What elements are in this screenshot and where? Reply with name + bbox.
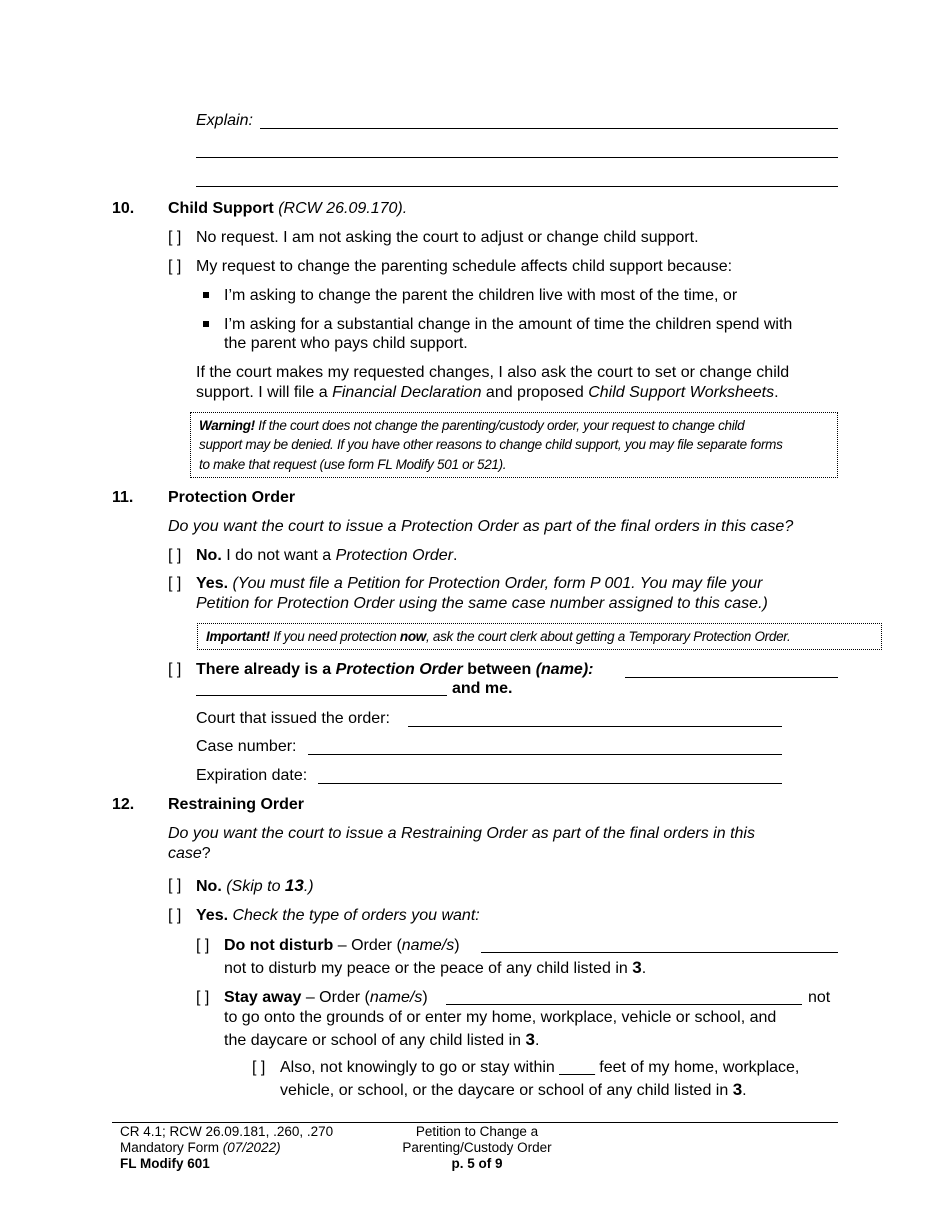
text: Do not disturb bbox=[224, 937, 334, 954]
text: vehicle, or school, or the daycare or school of any child listed in bbox=[280, 1082, 733, 1099]
text: ) bbox=[454, 937, 460, 954]
text: Stay away bbox=[224, 989, 302, 1006]
section-10-title: Child Support bbox=[168, 200, 274, 217]
text: Mandatory Form bbox=[120, 1140, 223, 1155]
stay-away-not: not bbox=[808, 989, 831, 1006]
warning-label: Warning! bbox=[199, 418, 255, 433]
text: , ask the court clerk about getting a Temporary Protection Order. bbox=[425, 629, 791, 644]
stay-away-line-3 bbox=[224, 1030, 539, 1051]
bullet-text-2-line-1: I’m asking for a substantial change in the amount of time the children spend with bbox=[224, 316, 793, 333]
text: Protection Order bbox=[335, 661, 463, 678]
text: not to disturb my peace or the peace of any child listed in bbox=[224, 960, 633, 977]
checkbox-existing-protection[interactable]: [ ] bbox=[168, 661, 182, 678]
text: . bbox=[774, 384, 779, 401]
bullet-text-2-line-2: the parent who pays child support. bbox=[224, 335, 468, 352]
text: the daycare or school of any child listed in bbox=[224, 1032, 526, 1049]
text: .) bbox=[303, 878, 314, 895]
existing-protection-label bbox=[196, 660, 593, 680]
checkbox-protection-no[interactable]: [ ] bbox=[168, 547, 182, 564]
warning-line-3: to make that request (use form FL Modify 501 or 521). bbox=[199, 457, 507, 472]
checkbox-restraining-yes[interactable]: [ ] bbox=[168, 907, 182, 924]
text: name/s bbox=[401, 937, 455, 954]
checkbox-do-not-disturb[interactable]: [ ] bbox=[196, 937, 210, 954]
text: support. I will file a bbox=[196, 384, 333, 401]
text: case bbox=[168, 845, 202, 862]
also-not-line-2 bbox=[280, 1080, 747, 1101]
important-label: Important! bbox=[206, 629, 270, 644]
section-11-question: Do you want the court to issue a Protection Order as part of the final orders in this case? bbox=[168, 518, 794, 535]
important-line bbox=[206, 627, 790, 647]
checkbox-protection-yes[interactable]: [ ] bbox=[168, 575, 182, 592]
section-11-number: 11. bbox=[112, 489, 134, 506]
text: Also, not knowingly to go or stay within bbox=[280, 1059, 560, 1076]
checkbox-also-not[interactable]: [ ] bbox=[252, 1059, 266, 1076]
and-me-label: and me. bbox=[452, 680, 513, 697]
text: There already is a bbox=[196, 661, 336, 678]
text: 13 bbox=[284, 876, 304, 895]
also-not-line-1 bbox=[280, 1058, 799, 1078]
bullet-text-1: I’m asking to change the parent the children live with most of the time, or bbox=[224, 287, 738, 304]
bullet-icon bbox=[203, 292, 209, 298]
text: (07/2022) bbox=[222, 1140, 281, 1155]
text: . bbox=[453, 547, 458, 564]
text: ? bbox=[201, 845, 211, 862]
section-10-heading bbox=[168, 199, 407, 219]
section-12-title: Restraining Order bbox=[168, 796, 305, 813]
section-11-title: Protection Order bbox=[168, 489, 296, 506]
footer-divider bbox=[112, 1122, 838, 1123]
text: (You must file a Petition for Protection Order, form P 001. You may file your bbox=[228, 575, 763, 592]
do-not-disturb-line-1 bbox=[224, 936, 460, 956]
checkbox-restraining-no[interactable]: [ ] bbox=[168, 877, 182, 894]
text: Check the type of orders you want: bbox=[228, 907, 480, 924]
text: 3 bbox=[525, 1030, 535, 1049]
yes-label: Yes. bbox=[196, 575, 229, 592]
text: now bbox=[399, 629, 426, 644]
text: 3 bbox=[732, 1080, 743, 1099]
court-label: Court that issued the order: bbox=[196, 710, 390, 727]
checkbox-stay-away[interactable]: [ ] bbox=[196, 989, 210, 1006]
text: Protection Order bbox=[335, 547, 454, 564]
text: between bbox=[462, 661, 536, 678]
warning-text: If the court does not change the parenting/custody order, your request to change child bbox=[254, 418, 745, 433]
explain-line-1[interactable] bbox=[260, 128, 838, 129]
text: . bbox=[742, 1082, 747, 1099]
section-10-ref: (RCW 26.09.170). bbox=[278, 200, 408, 217]
support-paragraph-line-2 bbox=[196, 383, 779, 403]
option-no-request: No request. I am not asking the court to adjust or change child support. bbox=[196, 229, 699, 246]
text: If you need protection bbox=[269, 629, 400, 644]
section-12-number: 12. bbox=[112, 796, 135, 813]
footer-form-id: FL Modify 601 bbox=[120, 1156, 210, 1171]
warning-line-2: support may be denied. If you have other reasons to change child support, you may file separate forms bbox=[199, 437, 783, 452]
text: and proposed bbox=[481, 384, 589, 401]
text: . bbox=[534, 1032, 540, 1049]
case-number-field[interactable] bbox=[308, 754, 782, 755]
do-not-disturb-line-2 bbox=[224, 958, 646, 979]
case-number-label: Case number: bbox=[196, 738, 297, 755]
protection-name-field-2[interactable] bbox=[196, 695, 447, 696]
no-label: No. bbox=[196, 878, 222, 895]
feet-field[interactable]: ____ bbox=[559, 1059, 595, 1076]
section-10-number: 10. bbox=[112, 200, 135, 217]
restraining-no-option bbox=[196, 876, 314, 897]
section-12-question-line-1: Do you want the court to issue a Restraining Order as part of the final orders in this bbox=[168, 825, 755, 842]
important-box bbox=[197, 623, 882, 650]
text: (name): bbox=[535, 661, 594, 678]
restraining-yes-option bbox=[196, 906, 480, 926]
footer-center bbox=[377, 1124, 577, 1172]
footer-title-2: Parenting/Custody Order bbox=[402, 1140, 552, 1155]
stay-away-names-field[interactable] bbox=[446, 1004, 802, 1005]
no-label: No. bbox=[196, 547, 222, 564]
expiration-label: Expiration date: bbox=[196, 767, 308, 784]
expiration-field[interactable] bbox=[318, 783, 782, 784]
footer-rule-ref: CR 4.1; RCW 26.09.181, .260, .270 bbox=[120, 1124, 334, 1139]
warning-line-1 bbox=[199, 416, 744, 436]
text: – Order ( bbox=[301, 989, 370, 1006]
protection-name-field[interactable] bbox=[625, 677, 838, 678]
checkbox-affects-support[interactable]: [ ] bbox=[168, 258, 182, 275]
protection-yes-option-line-1 bbox=[196, 574, 763, 594]
child-support-worksheets: Child Support Worksheets bbox=[588, 384, 775, 401]
checkbox-no-request[interactable]: [ ] bbox=[168, 229, 182, 246]
text: ) bbox=[422, 989, 428, 1006]
footer-left bbox=[120, 1124, 333, 1172]
explain-label: Explain: bbox=[196, 112, 253, 129]
text: I do not want a bbox=[221, 547, 336, 564]
text: (Skip to bbox=[221, 878, 285, 895]
yes-label: Yes. bbox=[196, 907, 229, 924]
explain-line-3[interactable] bbox=[196, 186, 838, 187]
footer-page-number: p. 5 of 9 bbox=[451, 1156, 503, 1171]
financial-declaration: Financial Declaration bbox=[332, 384, 482, 401]
protection-yes-option-line-2: Petition for Protection Order using the same case number assigned to this case.) bbox=[196, 595, 768, 612]
text: – Order ( bbox=[333, 937, 402, 954]
text: name/s bbox=[369, 989, 423, 1006]
do-not-disturb-names-field[interactable] bbox=[481, 952, 838, 953]
stay-away-line-1 bbox=[224, 988, 428, 1008]
bullet-icon bbox=[203, 321, 209, 327]
support-paragraph-line-1: If the court makes my requested changes, I also ask the court to set or change child bbox=[196, 364, 790, 381]
court-field[interactable] bbox=[408, 726, 782, 727]
footer-title-1: Petition to Change a bbox=[415, 1124, 539, 1139]
protection-no-option bbox=[196, 546, 457, 566]
option-affects-support: My request to change the parenting schedule affects child support because: bbox=[196, 258, 733, 275]
text: feet of my home, workplace, bbox=[594, 1059, 800, 1076]
text: . bbox=[641, 960, 647, 977]
footer-mandatory bbox=[120, 1140, 333, 1156]
text: 3 bbox=[632, 958, 642, 977]
warning-box bbox=[190, 412, 838, 478]
explain-line-2[interactable] bbox=[196, 157, 838, 158]
stay-away-line-2: to go onto the grounds of or enter my home, workplace, vehicle or school, and bbox=[224, 1009, 777, 1026]
section-12-question-line-2 bbox=[168, 844, 211, 864]
